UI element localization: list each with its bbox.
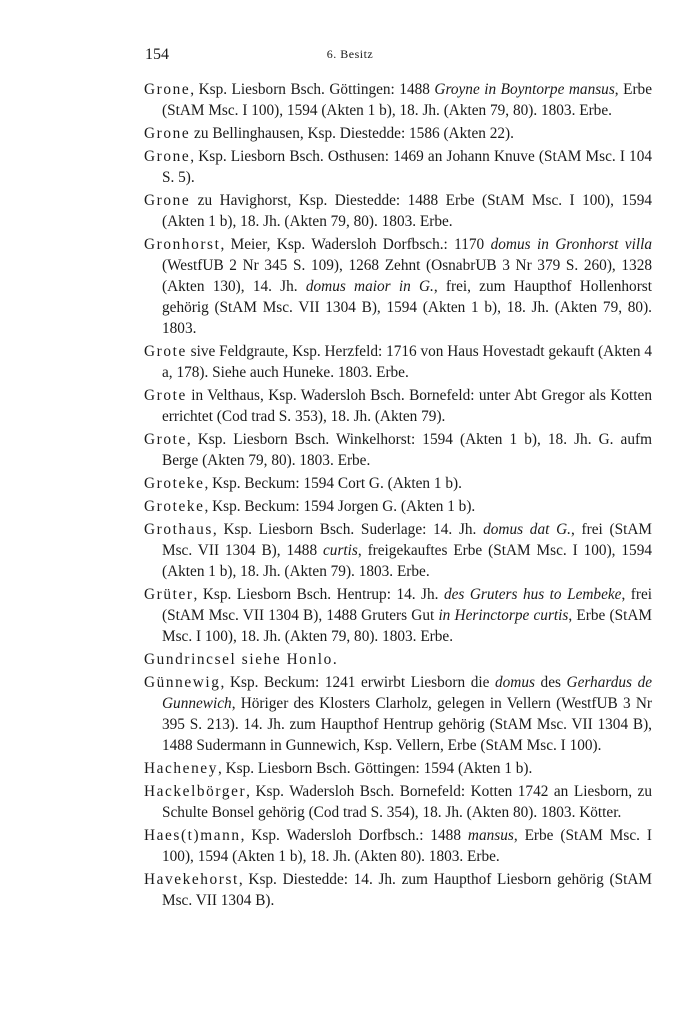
entry-headword: Groteke [144,498,205,515]
register-entry [144,341,652,383]
entry-text: , Erbe (StAM Msc. I 100), 1594 (Akten 1 b), 18. Jh. (Akten 80). 1803. Erbe. [162,827,652,865]
entry-text: zu Bellinghausen, Ksp. Diestedde: 1586 (Akten 22). [190,125,514,142]
entry-headword: Gundrincsel siehe Honlo. [144,651,339,668]
entry-headword: Gronhorst [144,236,221,253]
entry-italic-text: Groyne in Boyntorpe mansus [434,81,615,98]
entry-text: sive Feldgraute, Ksp. Herzfeld: 1716 von Haus Hovestadt gekauft (Akten 4 a, 178). Siehe auch Huneke. 1803. Erbe. [162,343,653,381]
running-head: 6. Besitz [326,47,374,61]
register-entry [144,649,652,670]
entry-headword: Hacheney [144,760,218,777]
register-entry [144,825,652,867]
entry-headword: Grone [144,81,191,98]
entry-text: zu Havighorst, Ksp. Diestedde: 1488 Erbe (StAM Msc. I 100), 1594 (Akten 1 b), 18. Jh. (Akten 79, 80). 1803. Erbe. [162,192,652,230]
register-entry [144,429,652,471]
entry-italic-text: in Herinctorpe curtis [438,607,569,624]
entry-text: , Ksp. Liesborn Bsch. Göttingen: 1594 (Akten 1 b). [217,760,533,777]
entry-text: , Ksp. Liesborn Bsch. Osthusen: 1469 an Johann Knuve (StAM Msc. I 104 S. 5). [162,148,652,186]
register-entry [144,234,652,339]
register-entry [144,146,652,188]
entry-italic-text: mansus [467,827,514,844]
register-entry [144,584,652,647]
entry-italic-text: curtis [323,542,358,559]
entry-italic-text: des Gruters hus to Lembeke [443,586,622,603]
page-number: 154 [145,46,169,63]
entry-text: , Ksp. Beckum: 1241 erwirbt Liesborn die [220,674,495,691]
entry-headword: Grothaus [144,521,213,538]
register-entry [144,123,652,144]
entry-text: , Ksp. Beckum: 1594 Jorgen G. (Akten 1 b). [204,498,476,515]
entry-text: , Ksp. Diestedde: 14. Jh. zum Haupthof Liesborn gehörig (StAM Msc. VII 1304 B). [162,871,652,909]
entry-text: , Ksp. Liesborn Bsch. Winkelhorst: 1594 (Akten 1 b), 18. Jh. G. aufm Berge (Akten 79, 80). 1803. Erbe. [162,431,652,469]
entry-italic-text: domus maior in G. [305,278,434,295]
entry-headword: Grote [144,387,187,404]
entry-text: , Ksp. Liesborn Bsch. Hentrup: 14. Jh. [193,586,444,603]
entry-headword: Günnewig [144,674,221,691]
entry-italic-text: domus dat G. [483,521,571,538]
entry-headword: Grüter [144,586,194,603]
register-entry [144,758,652,779]
entry-text: in Velthaus, Ksp. Wadersloh Bsch. Bornefeld: unter Abt Gregor als Kotten errichtet (Cod trad S. 353), 18. Jh. (Akten 79). [162,387,652,425]
register-entry [144,496,652,517]
entry-headword: Grone [144,192,191,209]
register-entry [144,672,652,756]
entry-text: , Ksp. Wadersloh Dorfbsch.: 1488 [240,827,468,844]
entry-text: , frei, zum Haupthof Hollenhorst gehörig (StAM Msc. VII 1304 B), 1594 (Akten 1 b), 18. Jh. (Akten 79, 80). 1803. [162,278,652,337]
register-entry [144,781,652,823]
entry-headword: Haes(t)mann [144,827,241,844]
register-entry [144,473,652,494]
register-entry [144,79,652,121]
entry-text: , freigekauftes Erbe (StAM Msc. I 100), 1594 (Akten 1 b), 18. Jh. (Akten 79). 1803. Erbe. [162,542,652,580]
entry-text: , Ksp. Liesborn Bsch. Suderlage: 14. Jh. [212,521,484,538]
entry-headword: Grote [144,343,187,360]
entry-text: , frei (StAM Msc. VII 1304 B), 1488 [162,521,652,559]
register-entry [144,190,652,232]
entry-text: , frei (StAM Msc. VII 1304 B), 1488 Gruters Gut [162,586,652,624]
entry-headword: Hackelbörger [144,783,247,800]
entry-text: des [534,674,567,691]
entry-list [144,79,652,913]
register-entry [144,385,652,427]
entry-text: , Ksp. Liesborn Bsch. Göttingen: 1488 [190,81,435,98]
entry-italic-text: domus [495,674,535,691]
entry-text: , Erbe (StAM Msc. I 100), 18. Jh. (Akten 79, 80). 1803. Erbe. [162,607,652,645]
register-entry [144,869,652,911]
entry-headword: Grone [144,148,191,165]
entry-headword: Groteke [144,475,205,492]
entry-italic-text: Gerhardus de Gunnewich [162,674,653,712]
entry-text: (WestfUB 2 Nr 345 S. 109), 1268 Zehnt (OsnabrUB 3 Nr 379 S. 260), 1328 (Akten 130), 14. Jh. [162,257,652,295]
entry-headword: Havekehorst [144,871,239,888]
entry-text: , Höriger des Klosters Clarholz, gelegen in Vellern (WestfUB 3 Nr 395 S. 213). 14. Jh. zum Haupthof Hentrup gehörig (StAM Msc. VII 1304 B), 1488 Sudermann in Gunnewich, Ksp. Vellern, Erbe (StAM Msc. I 100). [162,695,652,754]
entry-text: , Ksp. Beckum: 1594 Cort G. (Akten 1 b). [204,475,462,492]
register-entry [144,519,652,582]
entry-italic-text: domus in Gronhorst villa [490,236,652,253]
entry-text: , Meier, Ksp. Wadersloh Dorfbsch.: 1170 [220,236,491,253]
entry-headword: Grote [144,431,187,448]
entry-text: , Ksp. Wadersloh Bsch. Bornefeld: Kotten 1742 an Liesborn, zu Schulte Bonsel gehörig (Cod trad S. 354), 18. Jh. (Akten 80). 1803. Kötter. [162,783,652,821]
entry-text: , Erbe (StAM Msc. I 100), 1594 (Akten 1 b), 18. Jh. (Akten 79, 80). 1803. Erbe. [162,81,652,119]
entry-headword: Grone [144,125,191,142]
